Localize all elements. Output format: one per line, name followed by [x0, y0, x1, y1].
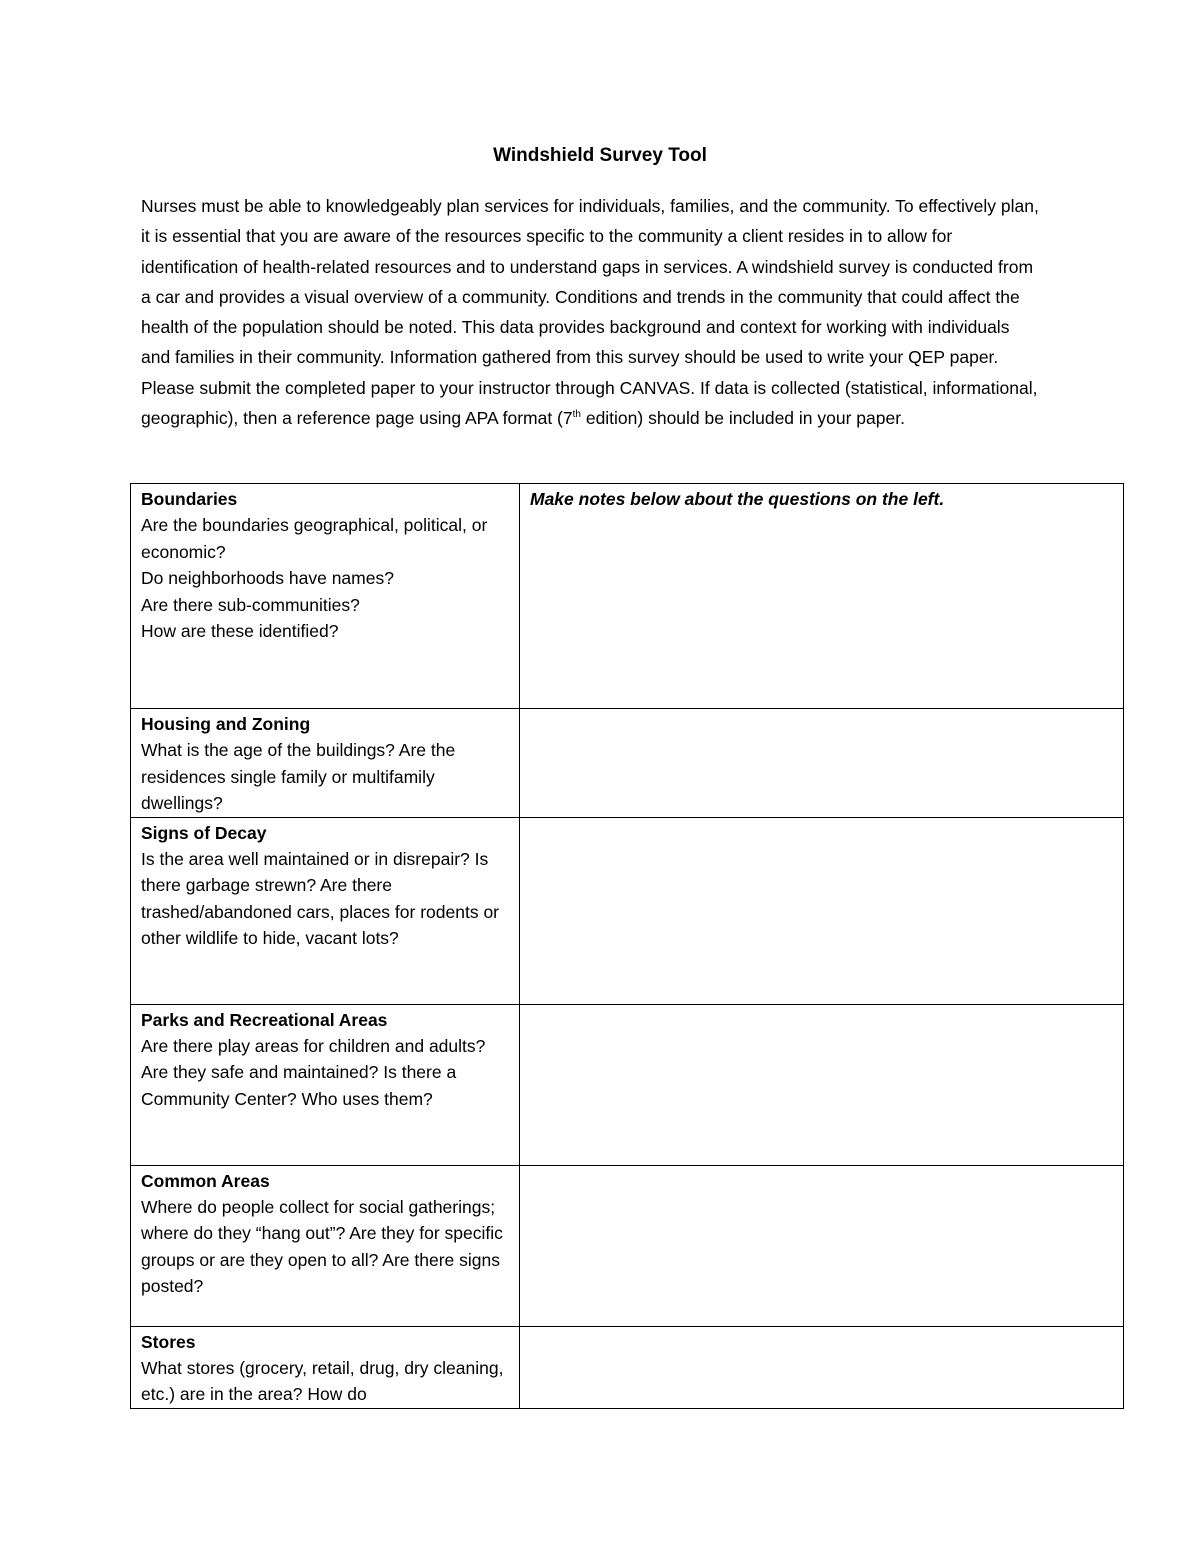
category-title: Signs of Decay: [141, 822, 267, 843]
notes-cell-boundaries[interactable]: [520, 484, 1124, 709]
question-cell-common-areas: [131, 1165, 520, 1326]
table-row: [131, 1004, 1124, 1165]
intro-paragraph: [141, 191, 1041, 433]
question-text: Do neighborhoods have names?: [141, 568, 394, 589]
category-title: Stores: [141, 1331, 196, 1352]
question-cell-boundaries: [131, 484, 520, 709]
question-text: Are there play areas for children and adults? Are they safe and maintained? Is there a Community Center? Who uses them?: [141, 1036, 486, 1109]
notes-cell-stores[interactable]: [520, 1326, 1124, 1408]
table-row: [131, 484, 1124, 709]
notes-header: Make notes below about the questions on the left.: [530, 489, 945, 509]
question-text: What stores (grocery, retail, drug, dry cleaning, etc.) are in the area? How do: [141, 1358, 504, 1405]
notes-cell-parks[interactable]: [520, 1004, 1124, 1165]
table-row: [131, 1165, 1124, 1326]
category-title: Common Areas: [141, 1170, 270, 1191]
notes-cell-common-areas[interactable]: [520, 1165, 1124, 1326]
question-text: Are the boundaries geographical, political, or economic?: [141, 515, 488, 562]
intro-text-end: edition) should be included in your paper.: [580, 408, 905, 429]
question-cell-decay: [131, 817, 520, 1004]
category-title: Housing and Zoning: [141, 714, 311, 734]
question-text: What is the age of the buildings? Are the residences single family or multifamily dwellings?: [141, 740, 456, 814]
table-row: [131, 709, 1124, 818]
notes-cell-decay[interactable]: [520, 817, 1124, 1004]
question-text: How are these identified?: [141, 621, 339, 642]
category-title: Parks and Recreational Areas: [141, 1009, 388, 1030]
document-title: Windshield Survey Tool: [493, 145, 707, 166]
question-text: Are there sub-communities?: [141, 594, 360, 615]
intro-superscript: th: [572, 409, 581, 421]
question-text: Where do people collect for social gatherings; where do they “hang out”? Are they for specific groups or are they open to all? Are there signs posted?: [141, 1197, 503, 1297]
table-row: [131, 817, 1124, 1004]
survey-table: [130, 483, 1124, 1409]
intro-text: Nurses must be able to knowledgeably plan services for individuals, families, and the community. To effectively plan, it is essential that you are aware of the resources specific to the community a client resides in to allow for identification of health-related resources and to understand gaps in services. A windshield survey is conducted from a car and provides a visual overview of a community. Conditions and trends in the community that could affect the health of the population should be noted. This data provides background and context for working with individuals and families in their community. Information gathered from this survey should be used to write your QEP paper. Please submit the completed paper to your instructor through CANVAS. If data is collected (statistical, informational, geographic), then a reference page using APA format (7: [141, 196, 1039, 429]
question-cell-stores: [131, 1326, 520, 1408]
category-title: Boundaries: [141, 489, 238, 509]
question-cell-parks: [131, 1004, 520, 1165]
question-cell-housing: [131, 709, 520, 818]
notes-cell-housing[interactable]: [520, 709, 1124, 818]
table-row: [131, 1326, 1124, 1408]
question-text: Is the area well maintained or in disrepair? Is there garbage strewn? Are there trashed/abandoned cars, places for rodents or other wildlife to hide, vacant lots?: [141, 849, 499, 949]
